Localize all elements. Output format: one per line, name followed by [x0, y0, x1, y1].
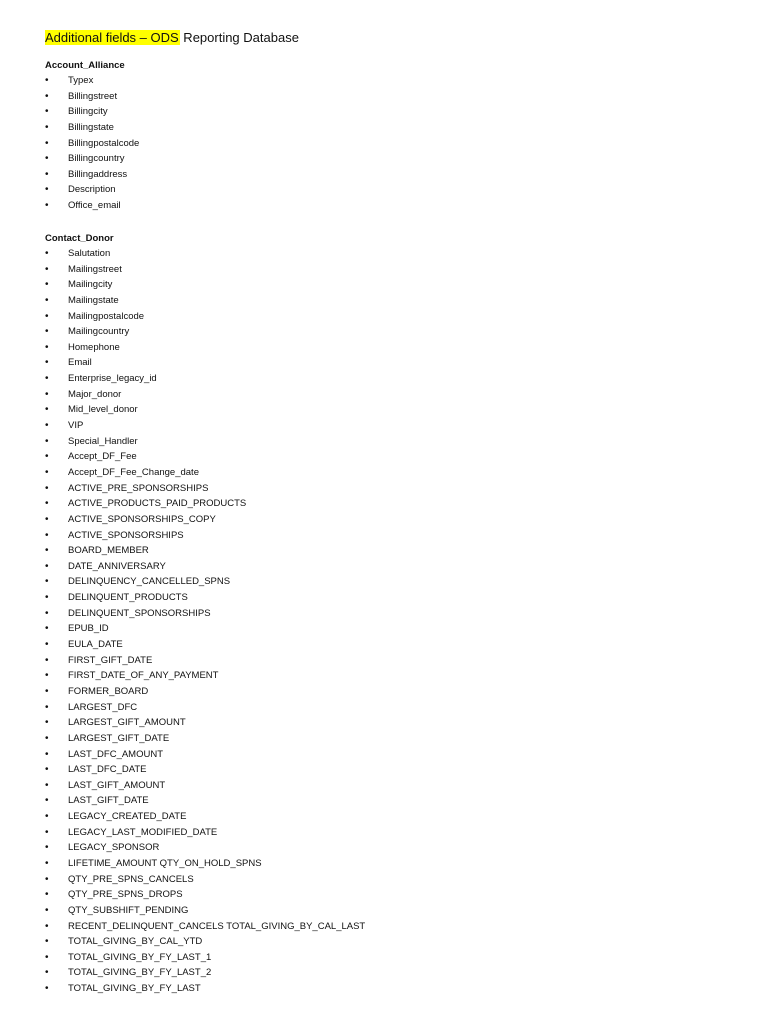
list-item: • Special_Handler	[45, 434, 365, 450]
list-item: • QTY_SUBSHIFT_PENDING	[45, 903, 365, 919]
section-heading-contact-donor: Contact_Donor	[45, 233, 114, 244]
list-item: • Email	[45, 355, 365, 371]
list-item: • Billingcountry	[45, 151, 139, 167]
list-item: • Typex	[45, 73, 139, 89]
list-item: • FIRST_GIFT_DATE	[45, 653, 365, 669]
list-item: • LEGACY_SPONSOR	[45, 840, 365, 856]
list-item: • FORMER_BOARD	[45, 684, 365, 700]
list-item: • Enterprise_legacy_id	[45, 371, 365, 387]
list-item: • BOARD_MEMBER	[45, 543, 365, 559]
list-item: • EULA_DATE	[45, 637, 365, 653]
list-item: • Mid_level_donor	[45, 402, 365, 418]
list-item: • Accept_DF_Fee_Change_date	[45, 465, 365, 481]
document-title	[45, 29, 299, 46]
list-item: • LIFETIME_AMOUNT QTY_ON_HOLD_SPNS	[45, 856, 365, 872]
list-item: • ACTIVE_PRE_SPONSORSHIPS	[45, 481, 365, 497]
list-item: • LARGEST_DFC	[45, 700, 365, 716]
list-item: • Office_email	[45, 198, 139, 214]
list-item: • VIP	[45, 418, 365, 434]
list-item: • ACTIVE_SPONSORSHIPS	[45, 528, 365, 544]
list-item: • LAST_GIFT_DATE	[45, 793, 365, 809]
list-item: • EPUB_ID	[45, 621, 365, 637]
list-item: • LEGACY_LAST_MODIFIED_DATE	[45, 825, 365, 841]
list-item: • LEGACY_CREATED_DATE	[45, 809, 365, 825]
list-item: • TOTAL_GIVING_BY_CAL_YTD	[45, 934, 365, 950]
list-item: • TOTAL_GIVING_BY_FY_LAST	[45, 981, 365, 997]
list-item: • Description	[45, 182, 139, 198]
list-item: • Homephone	[45, 340, 365, 356]
list-item: • Billingstate	[45, 120, 139, 136]
section-heading-account-alliance: Account_Alliance	[45, 60, 125, 71]
list-item: • ACTIVE_PRODUCTS_PAID_PRODUCTS	[45, 496, 365, 512]
list-item: • Mailingcountry	[45, 324, 365, 340]
list-item: • FIRST_DATE_OF_ANY_PAYMENT	[45, 668, 365, 684]
list-item: • QTY_PRE_SPNS_DROPS	[45, 887, 365, 903]
list-item: • LARGEST_GIFT_AMOUNT	[45, 715, 365, 731]
list-item: • Mailingstreet	[45, 262, 365, 278]
list-item: • LARGEST_GIFT_DATE	[45, 731, 365, 747]
list-item: • QTY_PRE_SPNS_CANCELS	[45, 872, 365, 888]
list-item: • DELINQUENT_PRODUCTS	[45, 590, 365, 606]
title-rest-text: Reporting Database	[179, 30, 299, 45]
list-item: • Billingaddress	[45, 167, 139, 183]
list-item: • Billingcity	[45, 104, 139, 120]
list-item: • DATE_ANNIVERSARY	[45, 559, 365, 575]
list-item: • LAST_GIFT_AMOUNT	[45, 778, 365, 794]
list-item: • Mailingpostalcode	[45, 309, 365, 325]
list-item: • Mailingstate	[45, 293, 365, 309]
list-item: • Mailingcity	[45, 277, 365, 293]
list-item: • LAST_DFC_DATE	[45, 762, 365, 778]
list-item: • LAST_DFC_AMOUNT	[45, 747, 365, 763]
list-item: • DELINQUENT_SPONSORSHIPS	[45, 606, 365, 622]
list-item: • TOTAL_GIVING_BY_FY_LAST_2	[45, 965, 365, 981]
list-item: • Major_donor	[45, 387, 365, 403]
list-item: • Accept_DF_Fee	[45, 449, 365, 465]
list-item: • DELINQUENCY_CANCELLED_SPNS	[45, 574, 365, 590]
field-list-account-alliance	[45, 73, 139, 214]
field-list-contact-donor	[45, 246, 365, 997]
list-item: • RECENT_DELINQUENT_CANCELS TOTAL_GIVING_BY_CAL_LAST	[45, 919, 365, 935]
highlighted-title-text: Additional fields – ODS	[45, 30, 179, 45]
list-item: • ACTIVE_SPONSORSHIPS_COPY	[45, 512, 365, 528]
list-item: • Billingpostalcode	[45, 136, 139, 152]
list-item: • Billingstreet	[45, 89, 139, 105]
list-item: • TOTAL_GIVING_BY_FY_LAST_1	[45, 950, 365, 966]
list-item: • Salutation	[45, 246, 365, 262]
